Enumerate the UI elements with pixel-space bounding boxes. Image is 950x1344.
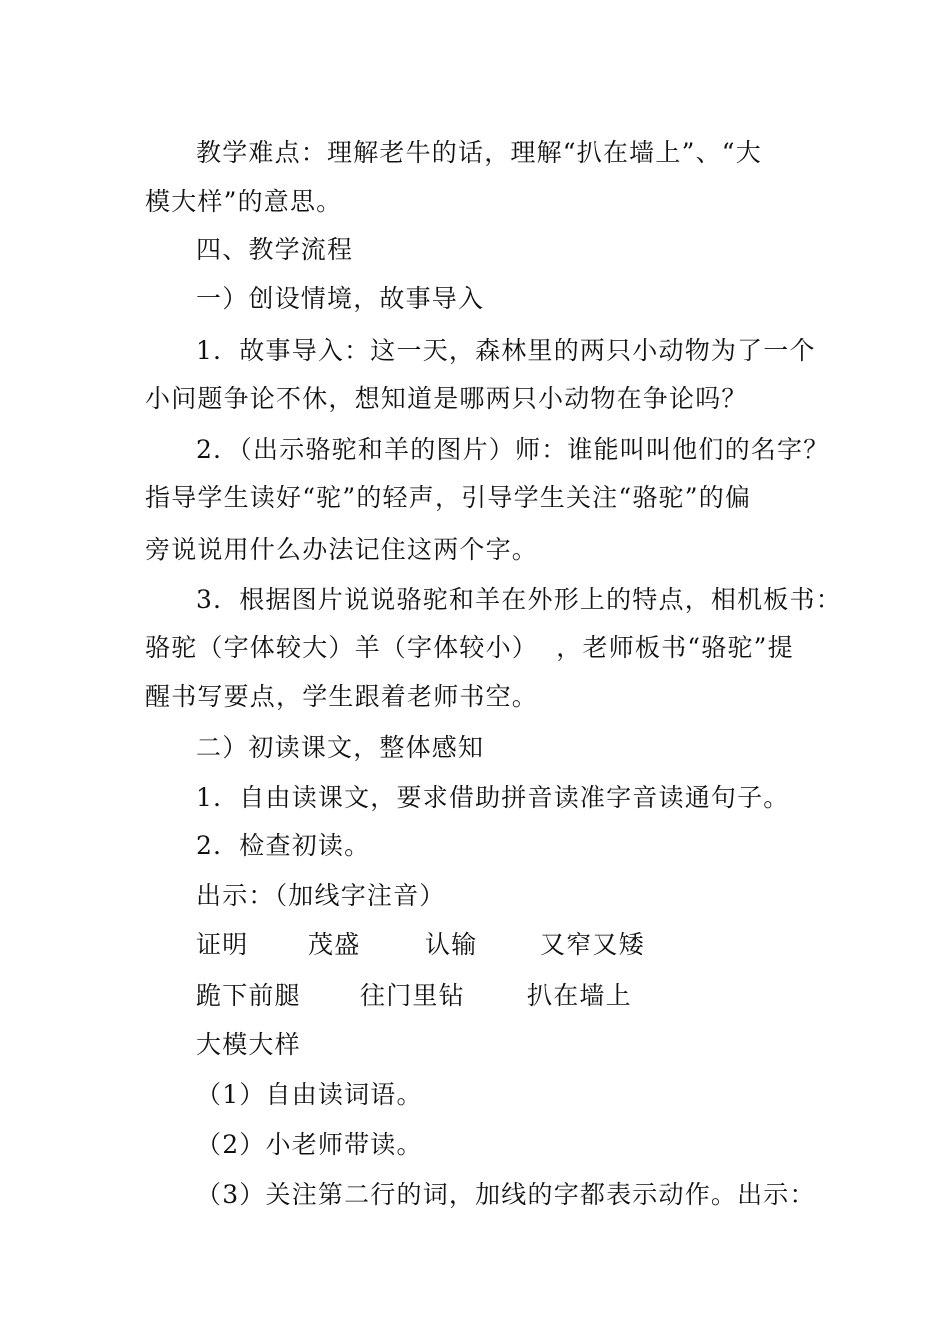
step-line: （3）关注第二行的词，加线的字都表示动作。出示： <box>196 1180 816 1209</box>
word-item: 跪下前腿 <box>196 981 301 1010</box>
word-item: 又窄又矮 <box>540 930 645 959</box>
text-line: 小问题争论不休，想知道是哪两只小动物在争论吗？ <box>145 384 748 413</box>
text-line: 2．（出示骆驼和羊的图片）师：谁能叫叫他们的名字？ <box>196 435 830 464</box>
text-line: 骆驼（字体较大）羊（字体较小） ，老师板书“骆驼”提 <box>145 633 794 662</box>
text-line: 醒书写要点，学生跟着老师书空。 <box>145 682 539 711</box>
word-item: 扒在墙上 <box>527 981 632 1010</box>
subsection-heading: 二）初读课文，整体感知 <box>196 733 485 762</box>
section-heading: 四、教学流程 <box>196 235 354 264</box>
text-line: 旁说说用什么办法记住这两个字。 <box>145 535 539 564</box>
word-item: 证明 <box>196 930 249 959</box>
text-line: 模大样”的意思。 <box>145 187 343 216</box>
text-line: 指导学生读好“驼”的轻声，引导学生关注“骆驼”的偏 <box>145 483 752 512</box>
step-line: （2）小老师带读。 <box>196 1130 423 1159</box>
text-line: 3．根据图片说说骆驼和羊在外形上的特点，相机板书： <box>196 585 842 614</box>
subsection-heading: 一）创设情境，故事导入 <box>196 284 485 313</box>
text-line: 1．自由读课文，要求借助拼音读准字音读通句子。 <box>196 783 790 812</box>
word-item: 往门里钻 <box>360 981 465 1010</box>
word-item: 认输 <box>425 930 478 959</box>
text-line: 1．故事导入：这一天，森林里的两只小动物为了一个 <box>196 336 816 365</box>
step-line: （1）自由读词语。 <box>196 1080 423 1109</box>
word-item: 大模大样 <box>196 1030 301 1059</box>
text-line: 出示：（加线字注音） <box>196 881 446 910</box>
word-item: 茂盛 <box>308 930 361 959</box>
text-line: 2．检查初读。 <box>196 831 371 860</box>
text-line: 教学难点：理解老牛的话，理解“扒在墙上”、“大 <box>196 138 762 167</box>
